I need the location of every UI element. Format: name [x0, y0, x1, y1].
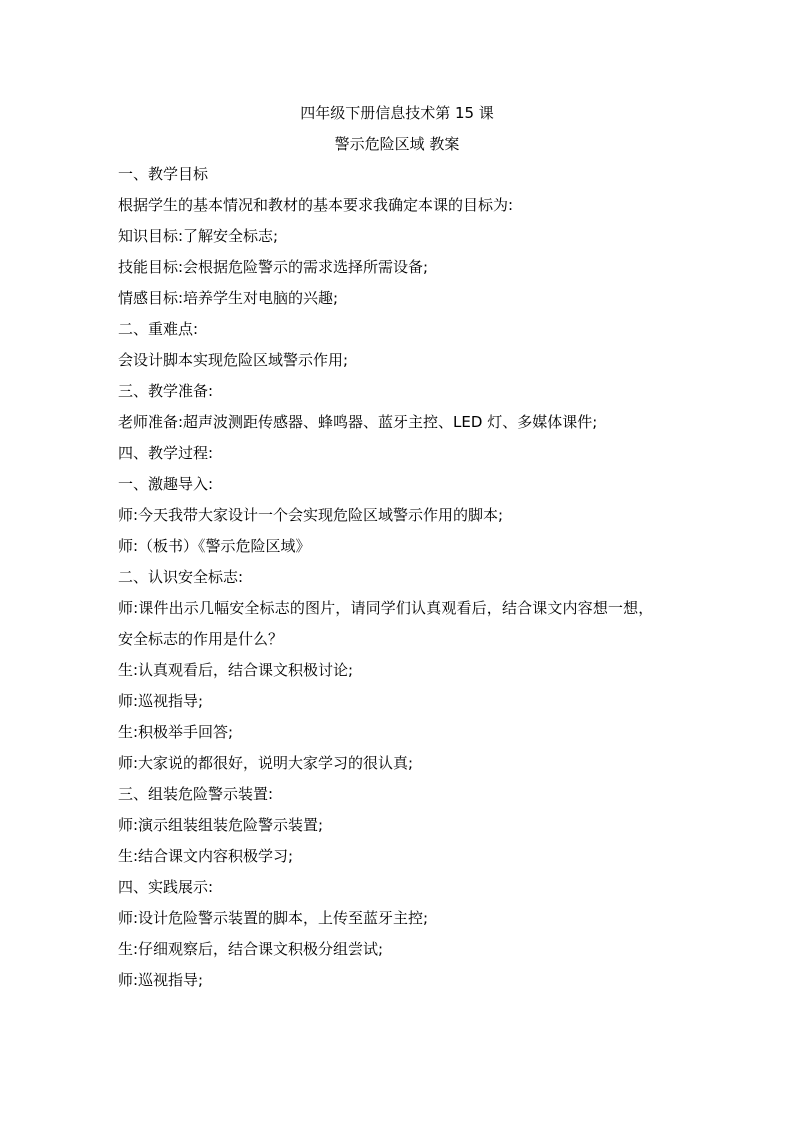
paragraph-line: 老师准备:超声波测距传感器、蜂鸣器、蓝牙主控、LED 灯、多媒体课件;: [118, 413, 598, 431]
paragraph-line: 技能目标:会根据危险警示的需求选择所需设备;: [118, 258, 429, 276]
subsection-heading: 三、组装危险警示装置:: [118, 785, 274, 803]
page-title: 四年级下册信息技术第 15 课: [300, 104, 494, 122]
paragraph-line: 生:仔细观察后，结合课文积极分组尝试;: [118, 940, 384, 958]
title-block: [0, 98, 794, 160]
section-heading-process: 四、教学过程:: [118, 444, 214, 462]
paragraph-line: 安全标志的作用是什么？: [118, 630, 284, 648]
paragraph-line: 师:（板书）《警示危险区域》: [118, 537, 311, 555]
subsection-heading: 四、实践展示:: [118, 878, 214, 896]
paragraph-line: 师:设计危险警示装置的脚本，上传至蓝牙主控;: [118, 909, 429, 927]
paragraph-line: 生:积极举手回答;: [118, 723, 234, 741]
paragraph-line: 师:今天我带大家设计一个会实现危险区域警示作用的脚本;: [118, 506, 504, 524]
section-heading-key-points: 二、重难点:: [118, 320, 199, 338]
paragraph-line: 生:认真观看后，结合课文积极讨论;: [118, 661, 354, 679]
page-subtitle: 警示危险区域 教案: [334, 135, 460, 153]
paragraph-line: 情感目标:培养学生对电脑的兴趣;: [118, 289, 339, 307]
section-heading-preparation: 三、教学准备:: [118, 382, 214, 400]
subsection-heading: 一、激趣导入:: [118, 475, 214, 493]
paragraph-line: 生:结合课文内容积极学习;: [118, 847, 294, 865]
paragraph-line: 师:演示组装组装危险警示装置;: [118, 816, 324, 834]
paragraph-line: 知识目标:了解安全标志;: [118, 227, 279, 245]
lesson-plan-body: [118, 159, 698, 996]
paragraph-line: 根据学生的基本情况和教材的基本要求我确定本课的目标为:: [118, 196, 514, 214]
paragraph-line: 师:课件出示几幅安全标志的图片，请同学们认真观看后，结合课文内容想一想，: [118, 599, 654, 617]
paragraph-line: 师:大家说的都很好，说明大家学习的很认真;: [118, 754, 414, 772]
paragraph-line: 会设计脚本实现危险区域警示作用;: [118, 351, 349, 369]
paragraph-line: 师:巡视指导;: [118, 692, 204, 710]
section-heading-objectives: 一、教学目标: [118, 165, 209, 183]
subsection-heading: 二、认识安全标志:: [118, 568, 244, 586]
paragraph-line: 师:巡视指导;: [118, 971, 204, 989]
